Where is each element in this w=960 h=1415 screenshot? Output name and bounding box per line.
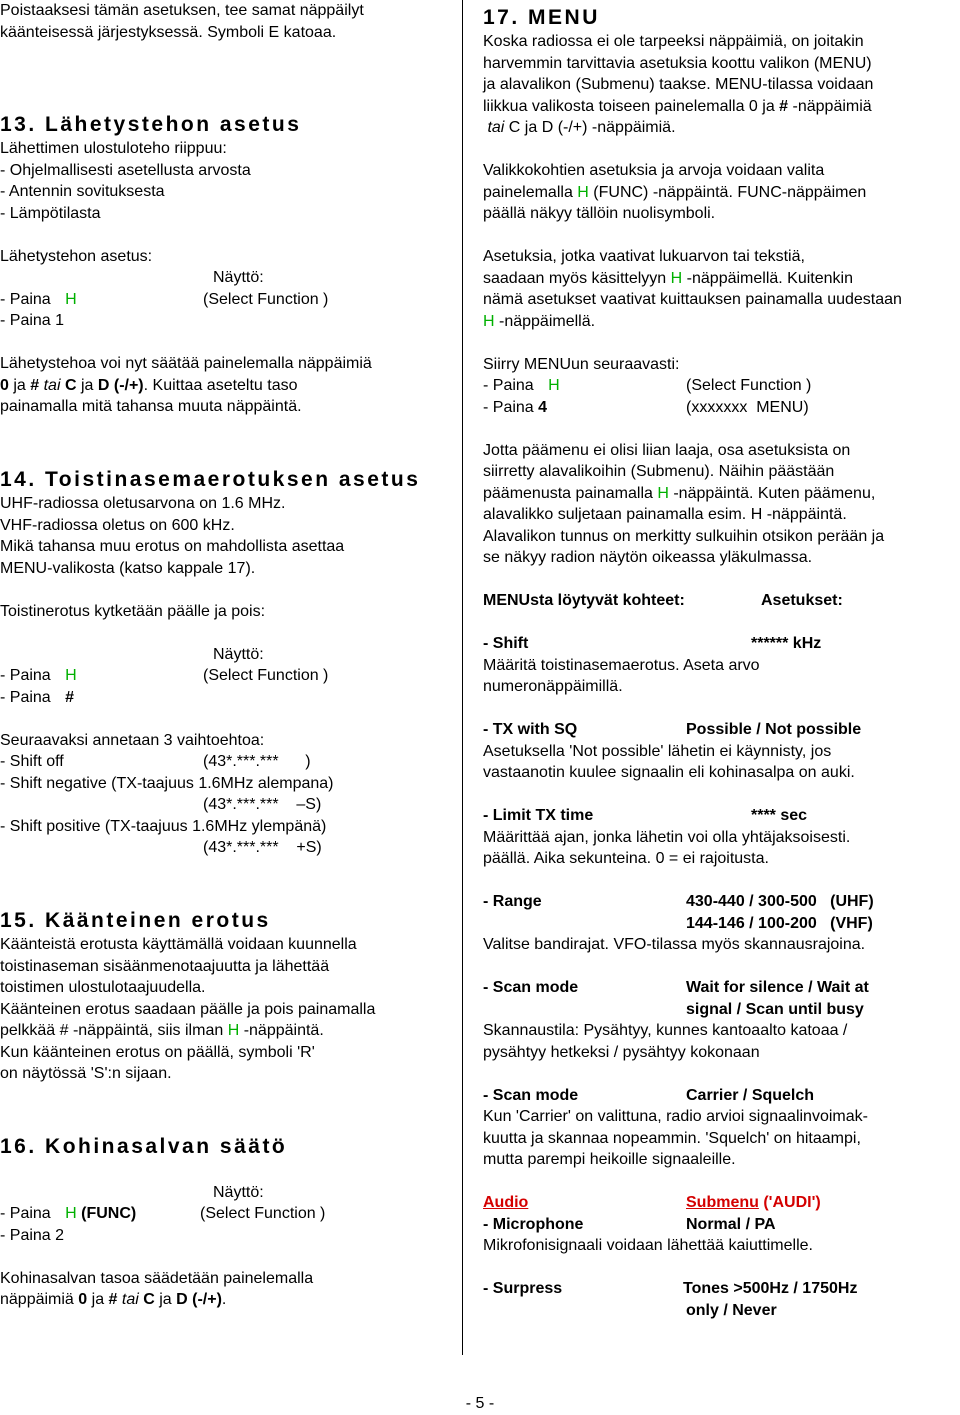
text-left-s16-step1c: (FUNC) (76, 1205, 137, 1222)
text-right-s17-scan1_d1: Skannaustila: Pysähtyy, kunnes kantoaalto katoaa / (483, 1022, 848, 1039)
page-number: - 5 - (465, 1395, 495, 1412)
section-14-title: 14. Toistinasemaerotuksen asetus (0, 468, 421, 491)
text-left-s15-l1: Käänteistä erotusta käyttämällä voidaan kuunnella (0, 936, 357, 953)
text-left-s15-l3: toistimen ulostulotaajuudella. (0, 979, 206, 996)
key-h: H (65, 1205, 77, 1222)
text-left-s13-p3: painamalla mitä tahansa muuta näppäintä. (0, 398, 302, 415)
text-left-s13-p1: Lähetystehoa voi nyt säätää painelemalla näppäimiä (0, 355, 372, 372)
text-left-s14-step1a: - Paina (0, 667, 56, 684)
text-right-s17-mic_d1: Mikrofonisignaali voidaan lähettää kaiuttimelle. (483, 1237, 813, 1254)
section-17-title: 17. MENU (483, 6, 600, 29)
text-left-s13-label: Lähetystehon asetus: (0, 247, 153, 265)
text-left-s13-p2g: D (-/+) (97, 376, 144, 394)
text-right-s17-txsq_d1: Asetuksella 'Not possible' lähetin ei käynnisty, jos (483, 742, 832, 760)
text-left-s15-l7: on näytössä 'S':n sijaan. (0, 1065, 172, 1082)
text-left-s16-step2: - Paina 2 (0, 1226, 65, 1244)
text-left-s15-l5key: H (227, 1022, 240, 1039)
text-right-s17-txsq_d2: vastaanotin kuulee signaalin eli kohinasalpa on auki. (483, 764, 855, 781)
text-right-s17-h_items: MENUsta löytyvät kohteet: (483, 592, 685, 609)
text-right-s17-scan2_val: Carrier / Squelch (686, 1086, 815, 1104)
text-left-s16-p2a: näppäimiä (0, 1291, 79, 1308)
text-left-s15-l4: Käänteinen erotus saadaan päälle ja pois painamalla (0, 1000, 376, 1018)
audio-label: Audio (483, 1194, 529, 1211)
text-right-s17-o3a: päämenusta painamalla (483, 484, 658, 502)
text-right-s17-step2key: 4 (538, 398, 548, 416)
text-left-s13-p2a: 0 (0, 376, 9, 394)
text-left-s13-p2h: . Kuittaa aseteltu taso (143, 376, 298, 394)
text-right-s17-o1: Jotta päämenu ei olisi liian laaja, osa asetuksista on (483, 441, 851, 459)
text-right-s17-h_settings: Asetukset: (761, 592, 843, 609)
text-right-s17-scan1_v1: Wait for silence / Wait at (686, 979, 869, 996)
text-left-s13-p2b: ja (8, 376, 31, 394)
text-left-s13-step1b: (Select Function ) (203, 290, 329, 308)
key-h: H (65, 290, 77, 308)
text-right-s17-m2b: (FUNC) -näppäintä. FUNC-näppäimen (588, 183, 867, 201)
text-right-s17-l5a: tai (487, 119, 505, 136)
text-right-s17-l3: ja alavalikon (Submenu) taakse. MENU-tilassa voidaan (483, 76, 874, 93)
text-right-s17-step2a: - Paina (483, 398, 539, 416)
text-left-s13-p2d: tai (39, 376, 65, 394)
text-right-s17-l4a: liikkua valikosta toiseen painelemalla 0 ja (483, 97, 780, 115)
key-h: H (65, 667, 77, 684)
text-left-s14-opt3: - Shift positive (TX-taajuus 1.6MHz ylempänä) (0, 817, 327, 835)
text-right-s17-step1b: (Select Function ) (686, 377, 812, 394)
text-left-s16-p1: Kohinasalvan tasoa säädetään painelemalla (0, 1269, 314, 1287)
text-right-s17-audio_tag: ('AUDI') (758, 1194, 821, 1211)
text-right-s17-ltx_d1: Määrittää ajan, jonka lähetin voi olla yhtäjaksoisesti. (483, 828, 851, 846)
text-left-s15-l5a: pelkkää # -näppäintä, siis ilman (0, 1022, 228, 1039)
text-left-s16-p2e: tai (117, 1291, 144, 1308)
text-right-s17-mic_val: Normal / PA (686, 1215, 776, 1233)
text-right-s17-o3key: H (657, 484, 669, 502)
text-left-s14-toggle: Toistinerotus kytketään päälle ja pois: (0, 602, 266, 620)
text-right-s17-l2: harvemmin tarvittavia asetuksia koottu valikon (MENU) (483, 54, 872, 72)
text-right-s17-o4: alavalikko suljetaan painamalla esim. H -näppäintä. (483, 506, 847, 523)
text-right-s17-step2b: (xxxxxxx MENU) (686, 398, 809, 416)
text-right-s17-m2key: H (577, 183, 589, 201)
text-left-s14-step2key: # (65, 688, 75, 706)
text-left-s14-opt1a: - Shift off (0, 753, 64, 770)
text-right-s17-surp_v1: Tones >500Hz / 1750Hz (683, 1280, 858, 1297)
text-left-s16-display: Näyttö: (213, 1183, 264, 1201)
text-right-s17-l4b: # (779, 97, 789, 115)
display-label: Näyttö: (213, 269, 264, 286)
text-left-s13-lines-2: - Antennin sovituksesta (0, 183, 165, 200)
text-left-intro-0: Poistaaksesi tämän asetuksen, tee samat näppäilyt (0, 2, 364, 19)
text-right-s17-n1: Asetuksia, jotka vaativat lukuarvon tai tekstiä, (483, 248, 805, 265)
text-left-s13-p2e: C (64, 376, 77, 394)
intro-text (0, 0, 364, 43)
text-right-s17-ltx_val: **** sec (751, 807, 808, 824)
text-right-s17-o3b: -näppäintä. Kuten päämenu, (668, 484, 876, 502)
text-left-s15-l5b: -näppäintä. (239, 1022, 324, 1039)
text-right-s17-o5: Alavalikon tunnus on merkitty sulkuihin otsikon perään ja (483, 527, 885, 545)
text-left-s16-p2i: . (221, 1291, 227, 1308)
text-right-s17-m2a: painelemalla (483, 183, 578, 201)
text-right-s17-surp_name: - Surpress (483, 1280, 563, 1297)
text-right-s17-range_name: - Range (483, 893, 542, 910)
text-left-s14-lines-0: UHF-radiossa oletusarvona on 1.6 MHz. (0, 495, 286, 512)
text-left-s16-p2h: D (-/+) (176, 1291, 222, 1308)
text-right-s17-scan2_d3: mutta parempi heikoille signaaleille. (483, 1151, 736, 1168)
text-right-s17-step1a: - Paina (483, 377, 539, 394)
text-right-s17-shift_d2: numeronäppäimillä. (483, 678, 623, 695)
text-left-s14-step1b: (Select Function ) (203, 667, 329, 684)
text-right-s17-step1key: H (548, 377, 560, 394)
text-right-s17-surp_v2: only / Never (686, 1301, 777, 1319)
text-left-intro-1: käänteisessä järjestyksessä. Symboli E katoaa. (0, 23, 337, 41)
text-right-s17-ltx_name: - Limit TX time (483, 807, 594, 824)
text-right-s17-l4c: -näppäimiä (788, 97, 872, 115)
text-right-s17-audio_sub: Submenu (686, 1194, 759, 1211)
section-13-title: 13. Lähetystehon asetus (0, 113, 302, 136)
text-right-s17-n2key: H (670, 269, 683, 287)
text-right-s17-mic_name: - Microphone (483, 1215, 584, 1233)
text-right-s17-m1: Valikkokohtien asetuksia ja arvoja voidaan valita (483, 162, 825, 179)
text-right-s17-m3: päällä näkyy tällöin nuolisymboli. (483, 205, 716, 222)
text-right-s17-scan2_d2: kuutta ja skannaa nopeammin. 'Squelch' on hitaampi, (483, 1129, 861, 1147)
text-right-s17-txsq_val: Possible / Not possible (686, 721, 862, 738)
text-right-s17-shift_val: ****** kHz (751, 635, 822, 652)
text-left-s16-p2g: ja (154, 1291, 177, 1308)
text-right-s17-range_d1: Valitse bandirajat. VFO-tilassa myös skannausrajoina. (483, 936, 866, 953)
text-right-s17-o6: se näkyy radion näytön oikeassa yläkulmassa. (483, 549, 813, 566)
column-divider (462, 0, 463, 1355)
text-left-s13-lines-0: Lähettimen ulostuloteho riippuu: (0, 140, 227, 157)
text-right-s17-scan2_d1: Kun 'Carrier' on valittuna, radio arvioi signaalinvoimak- (483, 1108, 868, 1125)
text-left-s14-opt2b: (43*.***.*** –S) (203, 796, 322, 813)
text-left-s16-p2d: # (108, 1291, 118, 1308)
text-left-s15-l2: toistinaseman sisäänmenotaajuutta ja lähettää (0, 957, 330, 975)
section-13 (0, 112, 446, 418)
text-right-s17-txsq_name: - TX with SQ (483, 721, 578, 738)
text-left-s13-step1a: - Paina (0, 290, 56, 308)
text-left-s13-p2f: ja (76, 376, 98, 394)
text-left-s14-step2a: - Paina (0, 688, 56, 706)
text-right-s17-shift_name: - Shift (483, 635, 529, 652)
text-right-s17-n2a: saadaan myös käsittelyyn (483, 269, 671, 287)
text-left-s14-lines-1: VHF-radiossa oletus on 600 kHz. (0, 516, 235, 534)
text-right-s17-range_v1: 430-440 / 300-500 (UHF) (686, 893, 874, 910)
section-16 (0, 1134, 446, 1311)
text-left-s14-lines-3: MENU-valikosta (katso kappale 17). (0, 559, 256, 577)
text-right-s17-scan1_v2: signal / Scan until busy (686, 1000, 864, 1018)
text-right-s17-n4key: H (483, 312, 495, 330)
section-15-title: 15. Käänteinen erotus (0, 909, 271, 932)
text-left-s14-opt3b: (43*.***.*** +S) (203, 839, 322, 856)
section-17 (483, 5, 960, 1321)
text-left-s14-options_intro: Seuraavaksi annetaan 3 vaihtoehtoa: (0, 731, 265, 749)
text-right-s17-ltx_d2: päällä. Aika sekunteina. 0 = ei rajoitusta. (483, 850, 769, 867)
text-right-s17-scan1_d2: pysähtyy hetkeksi / pysähtyy kokonaan (483, 1043, 760, 1061)
text-right-s17-go: Siirry MENUun seuraavasti: (483, 355, 680, 373)
text-left-s14-display: Näyttö: (213, 645, 264, 663)
text-left-s13-lines-3: - Lämpötilasta (0, 204, 101, 222)
text-right-s17-shift_d1: Määritä toistinasemaerotus. Aseta arvo (483, 656, 760, 674)
section-16-title: 16. Kohinasalvan säätö (0, 1135, 288, 1158)
text-left-s16-p2c: ja (87, 1291, 109, 1308)
text-right-s17-range_v2: 144-146 / 100-200 (VHF) (686, 914, 873, 932)
text-left-s16-p2b: 0 (78, 1291, 88, 1308)
text-right-s17-l1: Koska radiossa ei ole tarpeeksi näppäimiä, on joitakin (483, 33, 864, 50)
text-left-s14-opt2: - Shift negative (TX-taajuus 1.6MHz alempana) (0, 774, 334, 792)
text-left-s14-lines-2: Mikä tahansa muu erotus on mahdollista asettaa (0, 538, 345, 555)
text-left-s15-l6: Kun käänteinen erotus on päällä, symboli 'R' (0, 1043, 315, 1061)
text-left-s14-opt1b: (43*.***.*** ) (203, 753, 311, 770)
section-15 (0, 908, 446, 1085)
text-right-s17-scan1_name: - Scan mode (483, 979, 579, 996)
text-left-s13-p2c: # (30, 376, 40, 394)
text-right-s17-o2: siirretty alavalikoihin (Submenu). Näihin päästään (483, 463, 835, 480)
text-left-s13-lines-1: - Ohjelmallisesti asetellusta arvosta (0, 161, 251, 179)
text-right-s17-n3: nämä asetukset vaativat kuittauksen painamalla uudestaan (483, 291, 902, 308)
text-left-s16-step1a: - Paina (0, 1205, 56, 1222)
section-14 (0, 467, 446, 859)
text-right-s17-scan2_name: - Scan mode (483, 1086, 579, 1104)
text-left-s16-p2f: C (143, 1291, 155, 1308)
text-left-s13-step2: - Paina 1 (0, 312, 65, 329)
text-right-s17-l5b: C ja D (-/+) -näppäimiä. (504, 119, 676, 136)
text-right-s17-n4b: -näppäimellä. (494, 312, 596, 330)
text-right-s17-n2b: -näppäimellä. Kuitenkin (682, 269, 853, 287)
text-left-s16-step1b: (Select Function ) (200, 1205, 326, 1222)
